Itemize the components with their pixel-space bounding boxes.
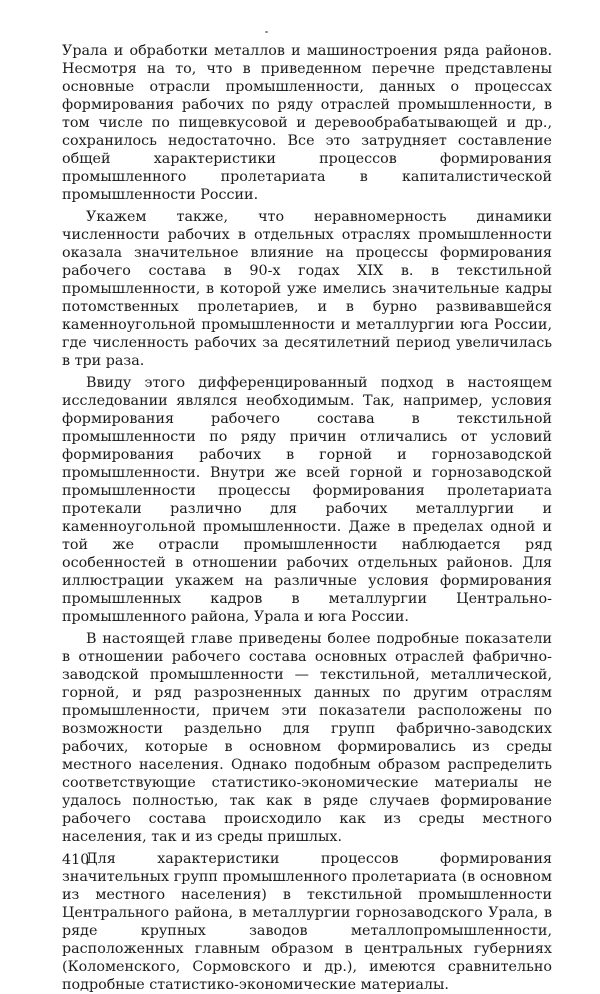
paragraph-4: В настоящей главе приведены более подробные показатели в отношении рабочего состава основных отраслей фабрично-заводской промышленности — текстильной, металлической, горной, и ряд разрозненных данных по другим отраслям промышленности, причем эти показатели расположены по возможности раздельно для групп фабрично-заводских рабочих, которые в основном формировались из среды местного населения. Однако подобным образом распределить соответствующие статистико-экономические материалы не удалось полностью, так как в ряде случаев формирование рабочего состава происходило как из среды местного населения, так и из среды пришлых. — [62, 631, 552, 845]
paragraph-1: Урала и обработки металлов и машиностроения ряда районов. Несмотря на то, что в приведенном перечне представлены основные отрасли промышленности, данных о процессах формирования рабочих по ряду отраслей промышленности, в том числе по пищевкусовой и деревообрабатывающей и др., сохранилось недостаточно. Все это затрудняет составление общей характеристики процессов формирования промышленного пролетариата в капиталистической промышленности России. — [62, 43, 552, 203]
paragraph-5: Для характеристики процессов формирования значительных групп промышленного пролетариата (в основном из местного населения) в текстильной промышленности Центрального района, в металлургии горнозаводского Урала, в ряде крупных заводов металлопромышленности, расположенных главным образом в центральных губерниях (Коломенского, Сормовского и др.), имеются сравнительно подробные статистико-экономические материалы. — [62, 851, 552, 993]
paragraph-2: Укажем также, что неравномерность динамики численности рабочих в отдельных отраслях промышленности оказала значительное влияние на процессы формирования рабочего состава в 90-х годах XIX в. в текстильной промышленности, в которой уже имелись значительные кадры потомственных пролетариев, и в бурно развивавшейся каменноугольной промышленности и металлургии юга России, где численность рабочих за десятилетний период увеличилась в три раза. — [62, 209, 552, 369]
page-body — [62, 42, 552, 994]
page-number: 410 — [62, 852, 90, 868]
paragraph-3: Ввиду этого дифференцированный подход в настоящем исследовании являлся необходимым. Так, например, условия формирования рабочего состава в текстильной промышленности по ряду причин отличались от условий формирования рабочих в горной и горнозаводской промышленности. Внутри же всей горной и горнозаводской промышленности процессы формирования пролетариата протекали различно для рабочих металлургии и каменноугольной промышленности. Даже в пределах одной и той же отрасли промышленности наблюдается ряд особенностей в отношении рабочих отдельных районов. Для иллюстрации укажем на различные условия формирования промышленных кадров в металлургии Центрально-промышленного района, Урала и юга России. — [62, 375, 552, 625]
scan-speck — [265, 31, 268, 33]
